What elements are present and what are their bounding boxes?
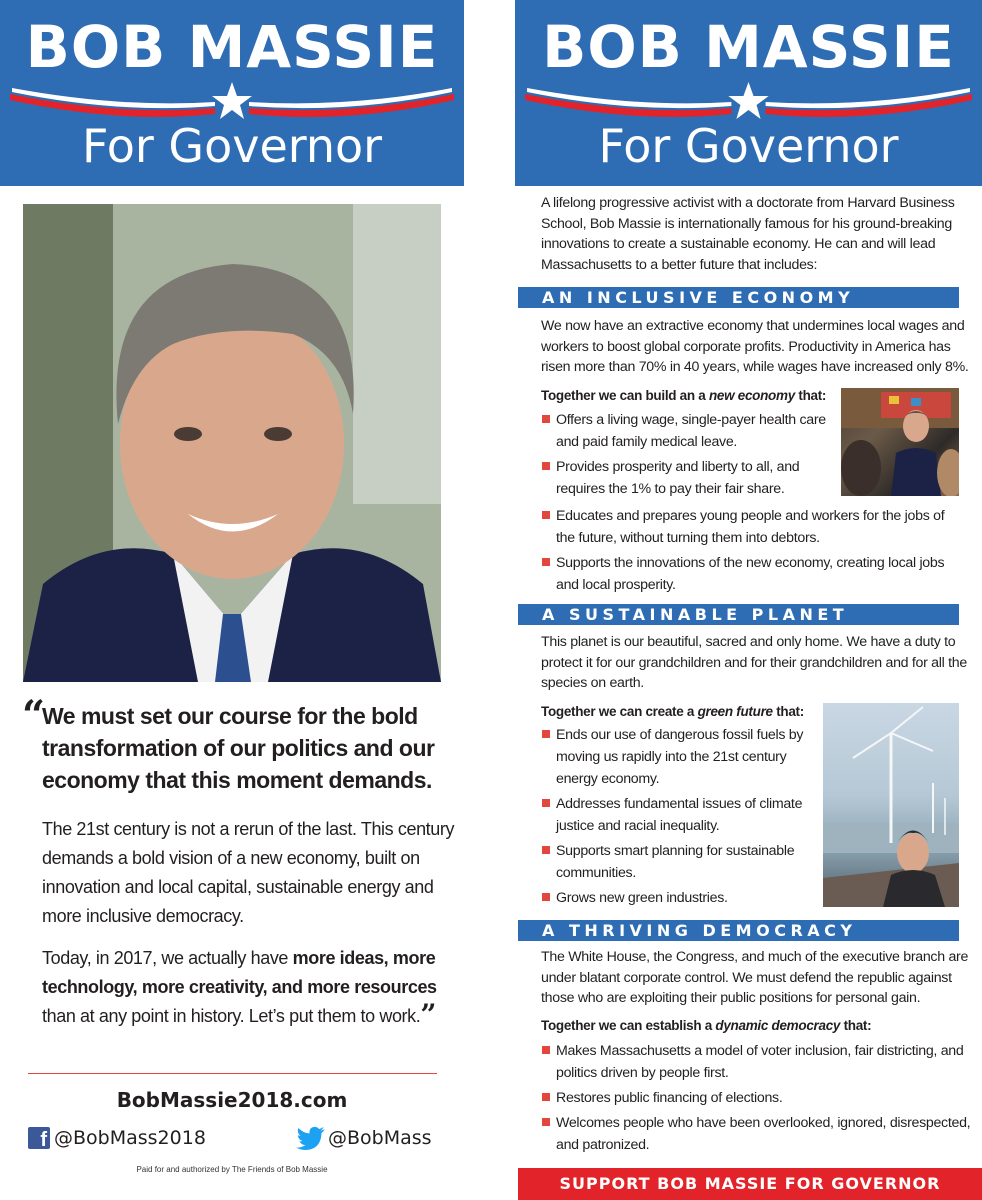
quote-headline: We must set our course for the bold transformation of our politics and our economy that this moment demands.: [42, 703, 435, 793]
list-item: Educates and prepares young people and workers for the jobs of the future, without turning them into debtors.: [541, 505, 966, 549]
flag-swoosh-star-icon-right: [515, 74, 982, 124]
twitter-bird-icon: [296, 1126, 326, 1150]
candidate-portrait: [23, 204, 441, 682]
bullet-list-economy-top: [541, 409, 841, 503]
bullet-list-democracy: [541, 1040, 971, 1159]
list-item: Supports smart planning for sustainable communities.: [541, 840, 816, 884]
lead-emphasis: dynamic democracy: [715, 1018, 841, 1033]
list-item: Restores public financing of elections.: [541, 1087, 971, 1109]
campaign-banner: [0, 0, 464, 186]
support-banner: SUPPORT BOB MASSIE FOR GOVERNOR: [518, 1168, 982, 1200]
banner-subtitle-right: For Governor: [598, 119, 899, 173]
facebook-handle-text: @BobMass2018: [54, 1127, 206, 1149]
bullet-list-planet: [541, 724, 816, 912]
section-lead-economy: [541, 387, 826, 405]
section-lead-democracy: [541, 1017, 871, 1035]
list-item: Provides prosperity and liberty to all, and requires the 1% to pay their fair share.: [541, 456, 841, 500]
list-item: Ends our use of dangerous fossil fuels by moving us rapidly into the 21st century energy economy.: [541, 724, 816, 790]
section-lead-planet: [541, 703, 804, 721]
list-item: Makes Massachusetts a model of voter inclusion, fair districting, and politics driven by people first.: [541, 1040, 971, 1084]
facebook-icon: [28, 1127, 50, 1149]
lead-text: Together we can build an a: [541, 388, 709, 403]
quote-p2-bold: more ideas, more technology, more creativity, and more resources: [42, 948, 437, 997]
quote-paragraph-1: The 21st century is not a rerun of the last. This century demands a bold vision of a new economy, built on innovation and local capital, sustainable energy and more inclusive democracy.: [42, 819, 455, 926]
section-paragraph-democracy: The White House, the Congress, and much of the executive branch are under blatant corporate control. We must defend the republic against those who are exploiting their public positions for personal gain.: [541, 949, 969, 1006]
paid-for-disclaimer: Paid for and authorized by The Friends of Bob Massie: [136, 1165, 328, 1174]
lead-emphasis: green future: [697, 704, 773, 719]
section-paragraph-economy: We now have an extractive economy that undermines local wages and workers to boost global corporate profits. Productivity in America has risen more than 70% in 40 years, while wages have increased only 8%.: [541, 318, 969, 375]
rally-illustration-icon: [841, 388, 959, 496]
quote-p2-end: than at any point in history. Let’s put them to work.: [42, 1006, 421, 1026]
list-item: Grows new green industries.: [541, 887, 816, 909]
lead-text: that:: [794, 388, 827, 403]
facebook-handle[interactable]: [28, 1124, 206, 1152]
intro-paragraph: A lifelong progressive activist with a doctorate from Harvard Business School, Bob Massie is internationally famous for his ground-breaking innovations to create a sustainable economy. He can and will lead Massachusetts to a better future that includes:: [541, 195, 955, 273]
twitter-handle-text: @BobMass: [328, 1127, 432, 1149]
lead-text: Together we can establish a: [541, 1018, 716, 1033]
wind-turbine-photo: [823, 703, 959, 907]
list-item: Addresses fundamental issues of climate justice and racial inequality.: [541, 793, 816, 837]
section-heading-democracy: A THRIVING DEMOCRACY: [518, 920, 959, 941]
lead-emphasis: new economy: [708, 388, 795, 403]
close-quote-icon: ”: [420, 998, 437, 1031]
twitter-handle[interactable]: [296, 1124, 432, 1152]
campaign-banner-right: [515, 0, 982, 186]
quote-paragraph-2: [42, 944, 462, 1031]
section-paragraph-planet: This planet is our beautiful, sacred and only home. We have a duty to protect it for our grandchildren and for their grandchildren and for all the species on earth.: [541, 634, 967, 691]
wind-turbine-illustration-icon: [823, 703, 959, 907]
rally-photo: [841, 388, 959, 496]
flag-swoosh-star-icon: [0, 74, 464, 124]
right-panel: [515, 0, 982, 1200]
portrait-illustration-icon: [23, 204, 441, 682]
list-item: Supports the innovations of the new economy, creating local jobs and local prosperity.: [541, 552, 966, 596]
list-item: Welcomes people who have been overlooked, ignored, disrespected, and patronized.: [541, 1112, 971, 1156]
section-heading-planet: A SUSTAINABLE PLANET: [518, 604, 959, 625]
banner-name: BOB MASSIE: [25, 13, 439, 81]
quote-p2-start: Today, in 2017, we actually have: [42, 948, 293, 968]
website-link[interactable]: BobMassie2018.com: [116, 1088, 348, 1112]
lead-text: that:: [772, 704, 804, 719]
open-quote-icon: “: [22, 692, 46, 739]
left-panel: [0, 0, 470, 1200]
list-item: Offers a living wage, single-payer health care and paid family medical leave.: [541, 409, 841, 453]
banner-subtitle: For Governor: [81, 119, 383, 173]
section-heading-economy: AN INCLUSIVE ECONOMY: [518, 287, 959, 308]
bullet-list-economy-bottom: [541, 505, 966, 599]
lead-text: Together we can create a: [541, 704, 698, 719]
banner-name-right: BOB MASSIE: [542, 13, 955, 81]
lead-text: that:: [840, 1018, 872, 1033]
divider: [28, 1073, 437, 1074]
